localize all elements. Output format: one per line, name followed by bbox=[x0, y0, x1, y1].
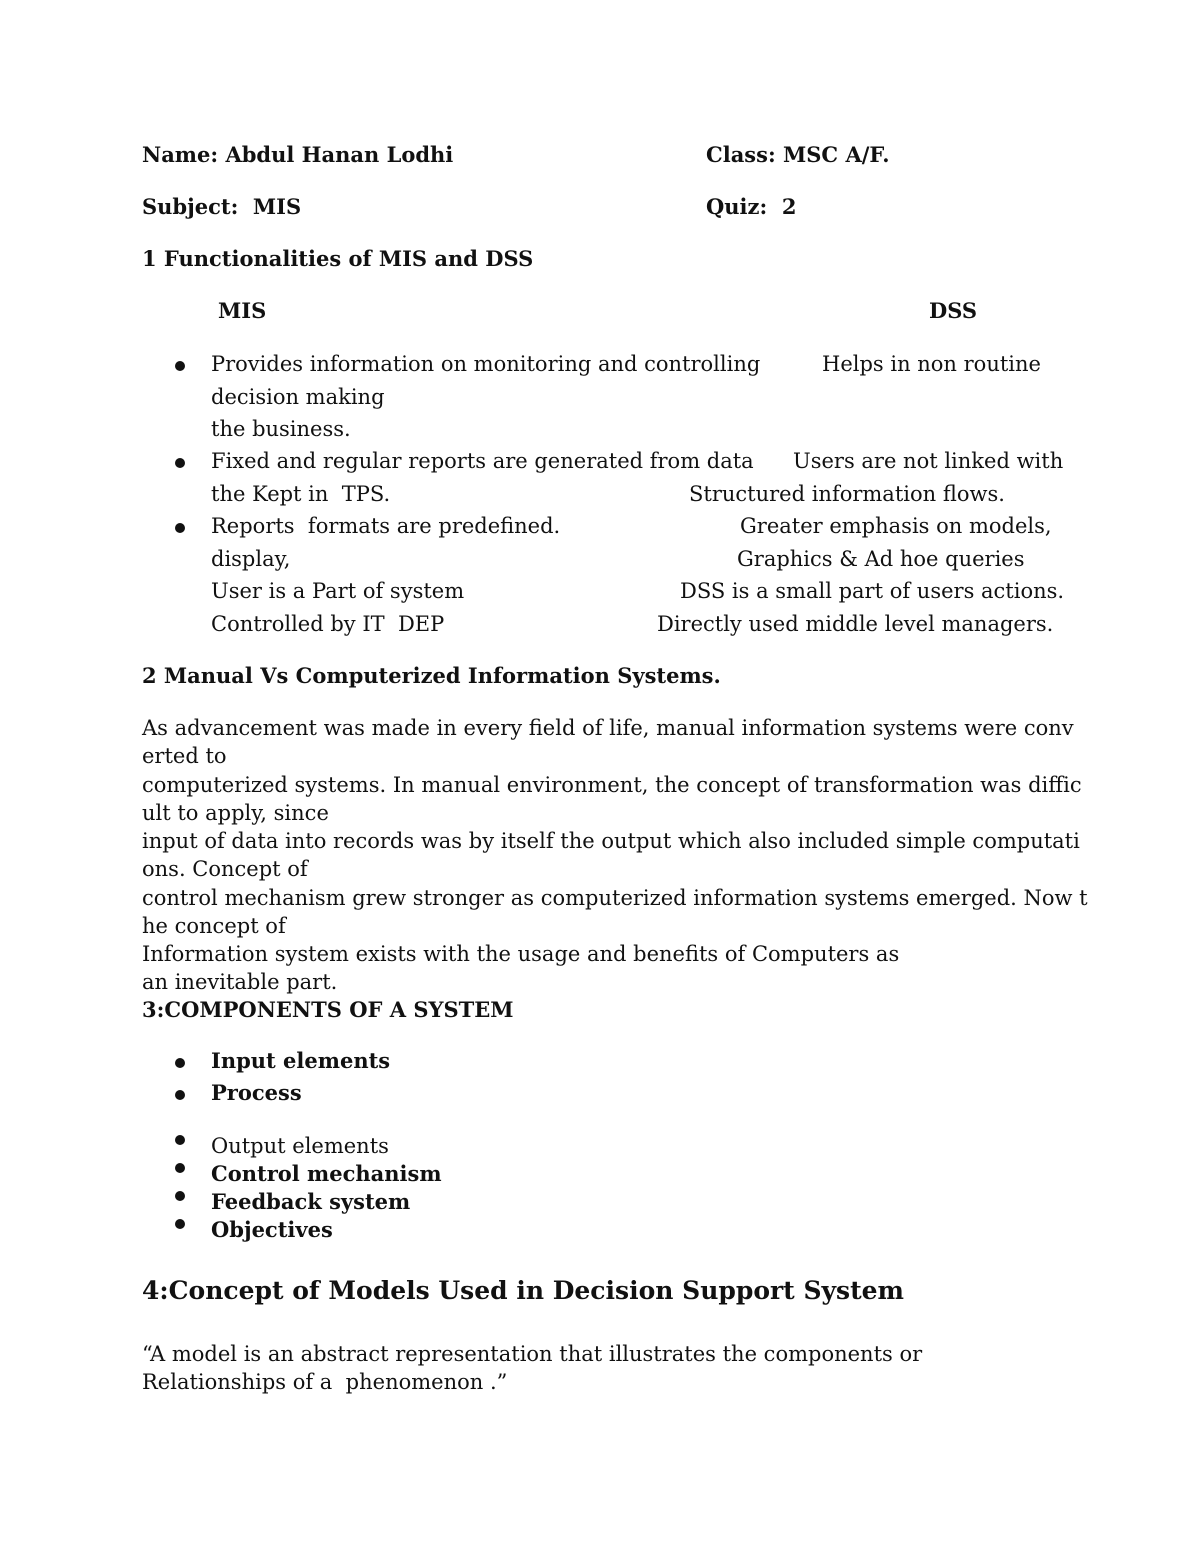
mis-line-9: Controlled by IT DEP bbox=[211, 612, 445, 636]
section2-heading: 2 Manual Vs Computerized Information Systems. bbox=[142, 663, 721, 688]
paragraph-line: Information system exists with the usage and benefits of Computers as bbox=[142, 942, 900, 966]
student-name: Name: Abdul Hanan Lodhi bbox=[142, 142, 454, 167]
dss-line-6: Greater emphasis on models, bbox=[740, 514, 1052, 538]
dss-line-4: Users are not linked with bbox=[793, 449, 1064, 473]
paragraph-line: erted to bbox=[142, 744, 227, 768]
bullet-icon bbox=[175, 1191, 185, 1201]
section3-heading: 3:COMPONENTS OF A SYSTEM bbox=[142, 997, 514, 1022]
paragraph-line: ult to apply, since bbox=[142, 801, 329, 825]
bullet-icon bbox=[175, 361, 185, 371]
dss-line-5: Structured information flows. bbox=[689, 482, 1005, 506]
mis-line-5: the Kept in TPS. bbox=[211, 482, 391, 506]
mis-line-2: decision making bbox=[211, 385, 385, 409]
bullet-icon bbox=[175, 1058, 185, 1068]
dss-line-8: DSS is a small part of users actions. bbox=[680, 579, 1065, 603]
component-item: Output elements bbox=[211, 1134, 389, 1158]
component-item: Input elements bbox=[211, 1048, 391, 1073]
component-item: Control mechanism bbox=[211, 1161, 442, 1186]
component-item: Feedback system bbox=[211, 1189, 411, 1214]
column-header-dss: DSS bbox=[929, 298, 978, 323]
bullet-icon bbox=[175, 523, 185, 533]
mis-line-6: Reports formats are predefined. bbox=[211, 514, 561, 538]
section1-heading: 1 Functionalities of MIS and DSS bbox=[142, 246, 534, 271]
quiz-label: Quiz: 2 bbox=[706, 194, 797, 219]
paragraph-line: an inevitable part. bbox=[142, 970, 338, 994]
paragraph-line: control mechanism grew stronger as computerized information systems emerged. Now t bbox=[142, 886, 1088, 910]
quote-line: “A model is an abstract representation that illustrates the components or bbox=[142, 1342, 923, 1366]
bullet-icon bbox=[175, 1163, 185, 1173]
paragraph-line: computerized systems. In manual environment, the concept of transformation was diffic bbox=[142, 773, 1082, 797]
mis-line-3: the business. bbox=[211, 417, 351, 441]
section4-heading: 4:Concept of Models Used in Decision Support System bbox=[142, 1276, 904, 1305]
mis-line-7: display, bbox=[211, 547, 291, 571]
mis-line-4: Fixed and regular reports are generated from data bbox=[211, 449, 754, 473]
dss-line-9: Directly used middle level managers. bbox=[657, 612, 1054, 636]
bullet-icon bbox=[175, 1090, 185, 1100]
bullet-icon bbox=[175, 1219, 185, 1229]
paragraph-line: he concept of bbox=[142, 914, 286, 938]
subject-label: Subject: MIS bbox=[142, 194, 302, 219]
paragraph-line: ons. Concept of bbox=[142, 857, 308, 881]
component-item: Objectives bbox=[211, 1217, 333, 1242]
column-header-mis: MIS bbox=[218, 298, 267, 323]
dss-line-1: Helps in non routine bbox=[822, 352, 1041, 376]
paragraph-line: input of data into records was by itself the output which also included simple computati bbox=[142, 829, 1080, 853]
component-item: Process bbox=[211, 1080, 302, 1105]
bullet-icon bbox=[175, 1135, 185, 1145]
quote-line: Relationships of a phenomenon .” bbox=[142, 1370, 508, 1394]
mis-line-8: User is a Part of system bbox=[211, 579, 465, 603]
paragraph-line: As advancement was made in every field of life, manual information systems were conv bbox=[142, 716, 1074, 740]
mis-line-1: Provides information on monitoring and controlling bbox=[211, 352, 761, 376]
dss-line-7: Graphics & Ad hoe queries bbox=[737, 547, 1025, 571]
class-label: Class: MSC A/F. bbox=[706, 142, 890, 167]
bullet-icon bbox=[175, 458, 185, 468]
